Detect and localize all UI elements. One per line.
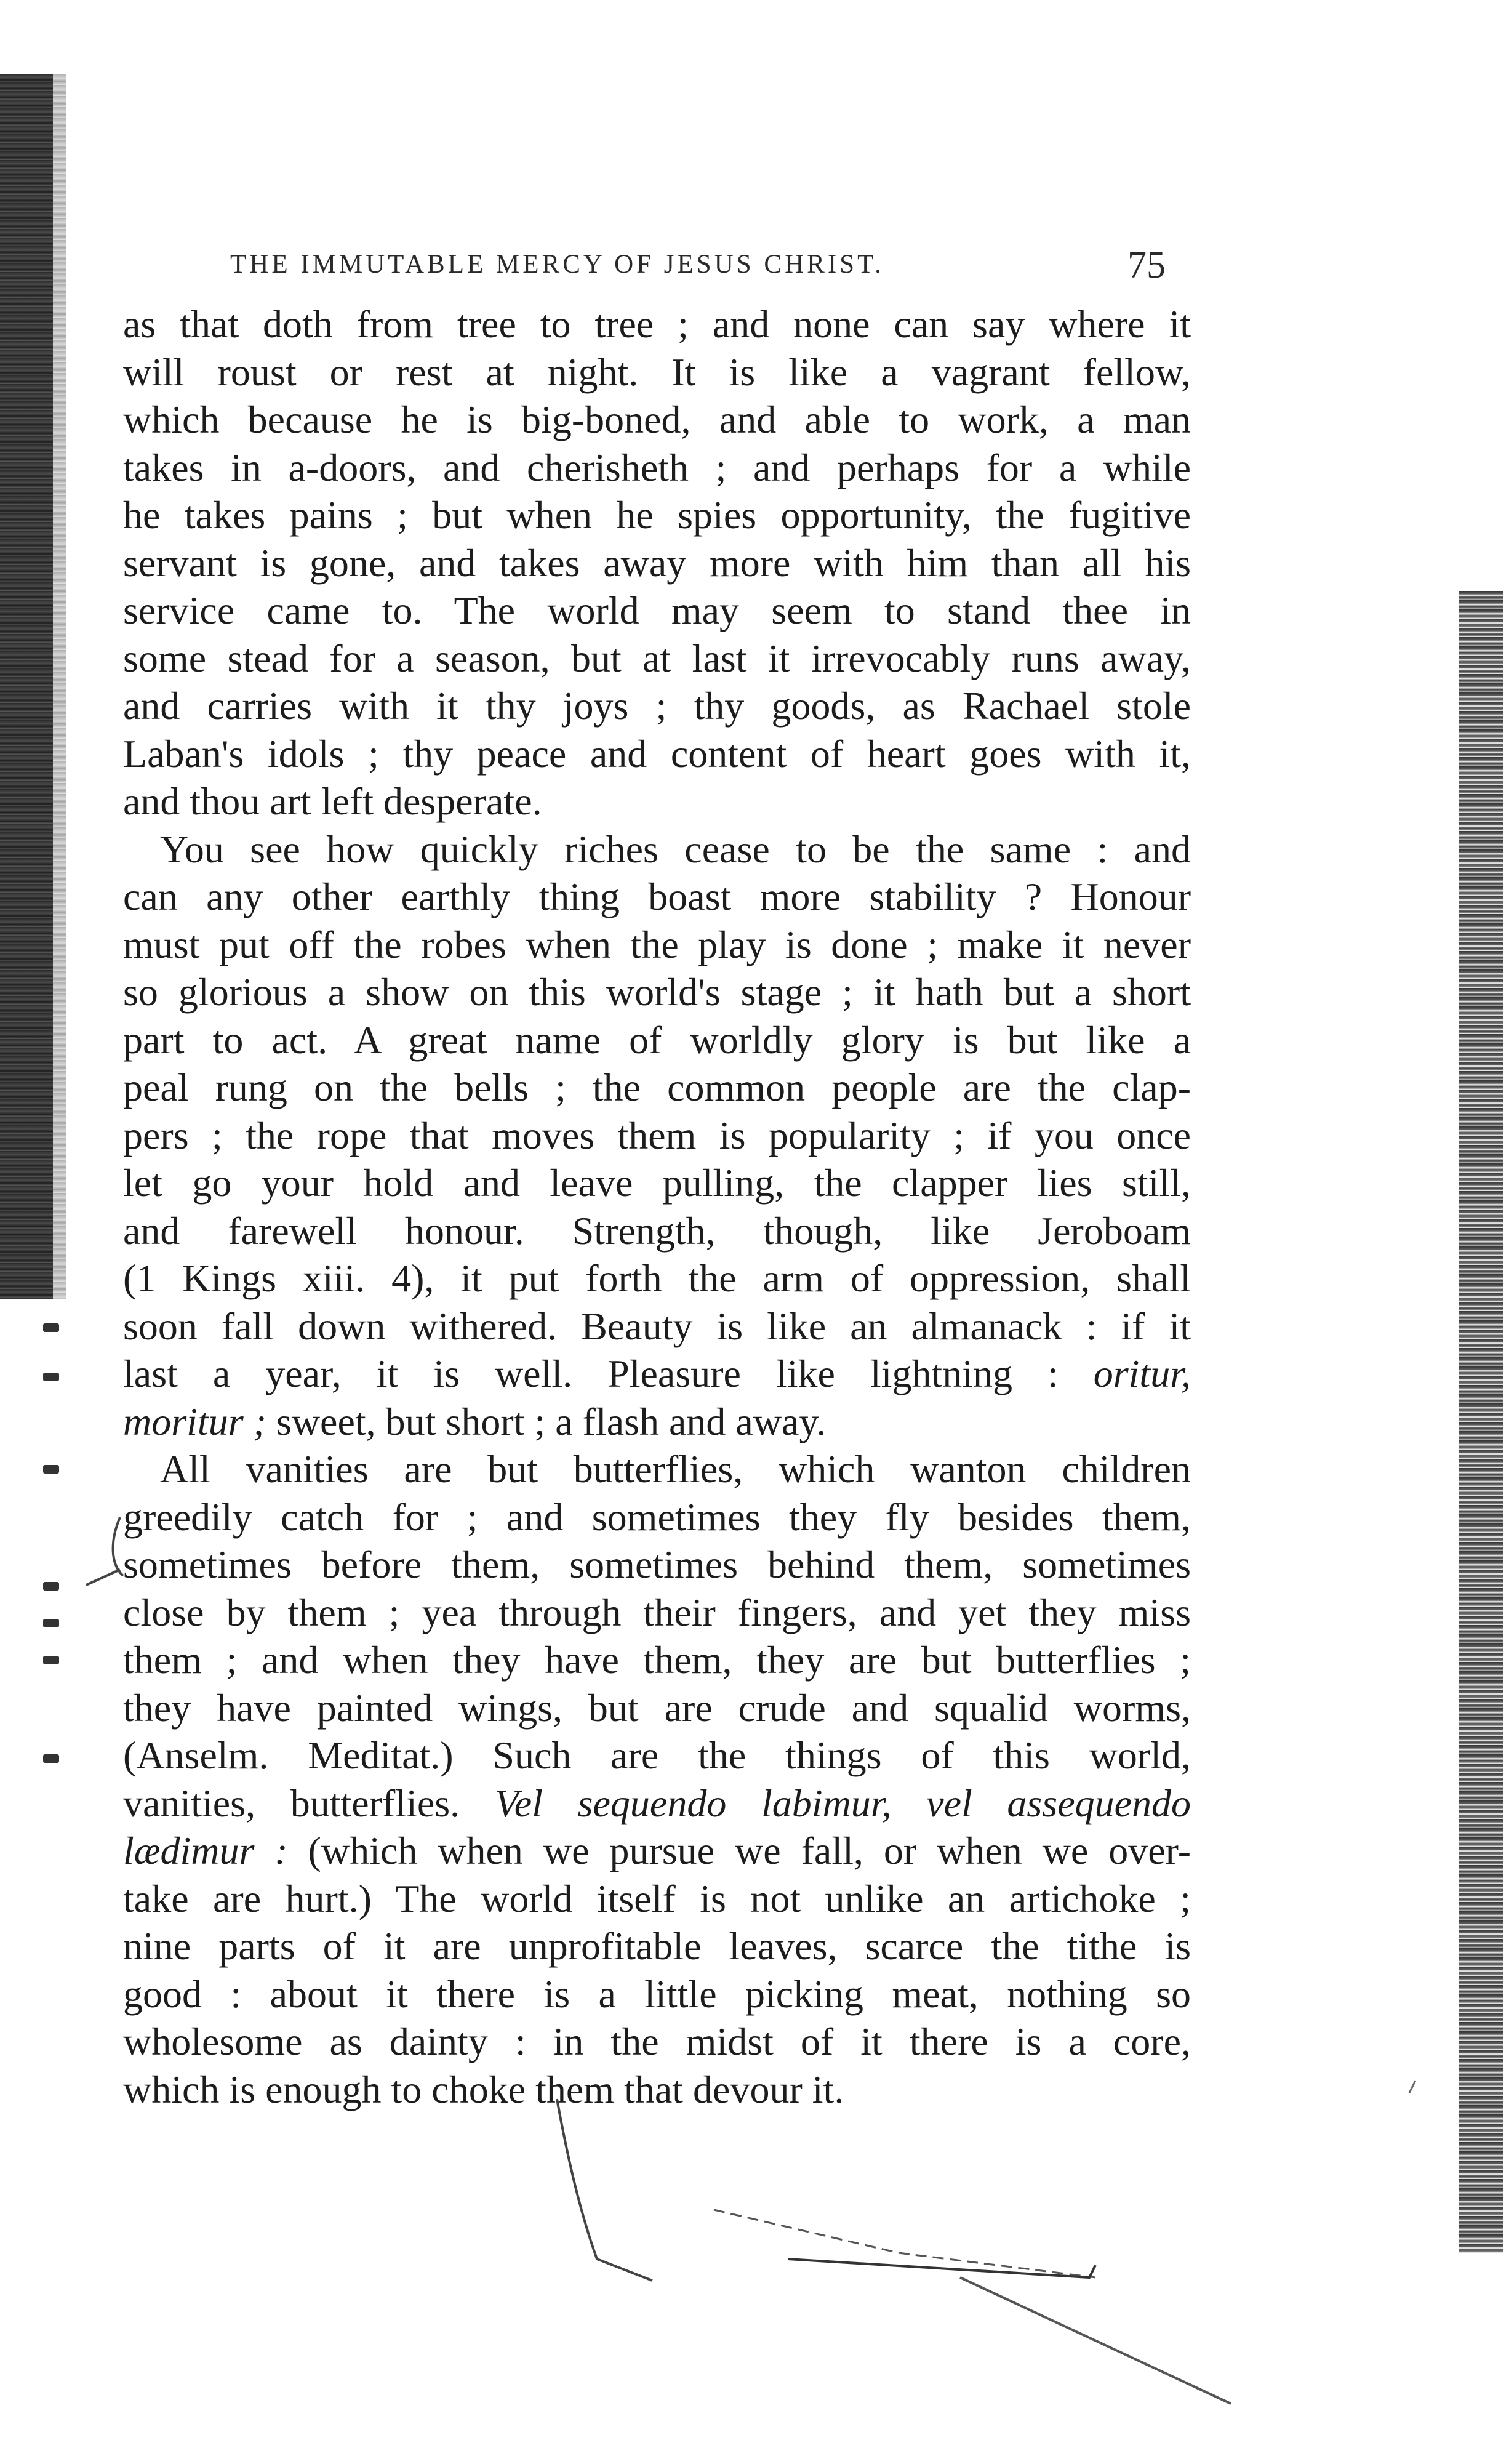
text-line: wholesome as dainty : in the midst of it there is a core, (123, 2020, 1191, 2063)
text-line: take are hurt.) The world itself is not unlike an artichoke ; (123, 1876, 1191, 1920)
text-line: servant is gone, and takes away more with him than all his (123, 540, 1191, 585)
text-line: which is enough to choke them that devour it. (123, 2067, 844, 2111)
text-line: sometimes before them, sometimes behind them, sometimes (123, 1543, 1191, 1586)
pen-stroke (788, 2259, 1095, 2277)
text-line: greedily catch for ; and sometimes they fly besides them, (123, 1495, 1191, 1539)
text-line: soon fall down withered. Beauty is like an almanack : if it (123, 1304, 1191, 1348)
page-number: 75 (1127, 244, 1166, 286)
text-line: them ; and when they have them, they are but butterflies ; (123, 1638, 1191, 1682)
text-segment: vanities, butterflies. (123, 1781, 460, 1825)
text-line: will roust or rest at night. It is like a vagrant fellow, (123, 350, 1191, 394)
text-line: good : about it there is a little picking meat, nothing so (123, 1972, 1191, 2016)
pen-stroke (113, 1517, 123, 1576)
text-line: You see how quickly riches cease to be the same : and (160, 827, 1191, 871)
text-line: nine parts of it are unprofitable leaves, scarce the tithe is (123, 1924, 1191, 1968)
text-line: close by them ; yea through their fingers, and yet they miss (123, 1590, 1191, 1634)
pen-stroke (86, 1570, 120, 1585)
text-line: they have painted wings, but are crude and squalid worms, (123, 1685, 1191, 1730)
text-line: and thou art left desperate. (123, 779, 542, 823)
pen-stroke (1409, 2081, 1415, 2093)
text-line: let go your hold and leave pulling, the clapper lies still, (123, 1161, 1191, 1205)
text-line: All vanities are but butterflies, which wanton children (160, 1447, 1191, 1491)
text-line: service came to. The world may seem to stand thee in (123, 588, 1191, 632)
text-line: some stead for a season, but at last it irrevocably runs away, (123, 636, 1191, 680)
text-line: Laban's idols ; thy peace and content of heart goes with it, (123, 731, 1191, 776)
text-line: pers ; the rope that moves them is popularity ; if you once (123, 1113, 1191, 1157)
pen-stroke (557, 2099, 652, 2281)
text-line: and carries with it thy joys ; thy goods, as Rachael stole (123, 684, 1191, 728)
text-line: so glorious a show on this world's stage ; it hath but a short (123, 970, 1191, 1014)
italic-phrase: oritur, (1093, 1352, 1191, 1395)
italic-phrase: lædimur : (123, 1829, 288, 1872)
text-line: peal rung on the bells ; the common people are the clap- (123, 1065, 1191, 1109)
text-line: (1 Kings xiii. 4), it put forth the arm of oppression, shall (123, 1256, 1191, 1300)
italic-phrase: Vel sequendo labimur, vel assequendo (494, 1781, 1191, 1825)
running-header-title: THE IMMUTABLE MERCY OF JESUS CHRIST. (230, 250, 884, 279)
italic-phrase: moritur ; (123, 1399, 266, 1443)
text-line: he takes pains ; but when he spies opportunity, the fugitive (123, 493, 1191, 537)
text-line: can any other earthly thing boast more stability ? Honour (123, 875, 1191, 918)
text-line: which because he is big-boned, and able to work, a man (123, 398, 1191, 441)
text-line: takes in a-doors, and cherisheth ; and perhaps for a while (123, 445, 1191, 489)
text-segment: sweet, but short ; a flash and away. (276, 1399, 827, 1443)
pen-stroke (960, 2277, 1231, 2404)
text-line: part to act. A great name of worldly glory is but like a (123, 1017, 1191, 1062)
text-line: and farewell honour. Strength, though, like Jeroboam (123, 1208, 1191, 1253)
text-line: (Anselm. Meditat.) Such are the things of this world, (123, 1733, 1191, 1777)
text-line: must put off the robes when the play is done ; make it never (123, 922, 1191, 966)
text-segment: last a year, it is well. Pleasure like lightning : (123, 1352, 1059, 1395)
text-segment: (which when we pursue we fall, or when we over- (308, 1829, 1191, 1872)
text-line: as that doth from tree to tree ; and none can say where it (123, 302, 1191, 346)
